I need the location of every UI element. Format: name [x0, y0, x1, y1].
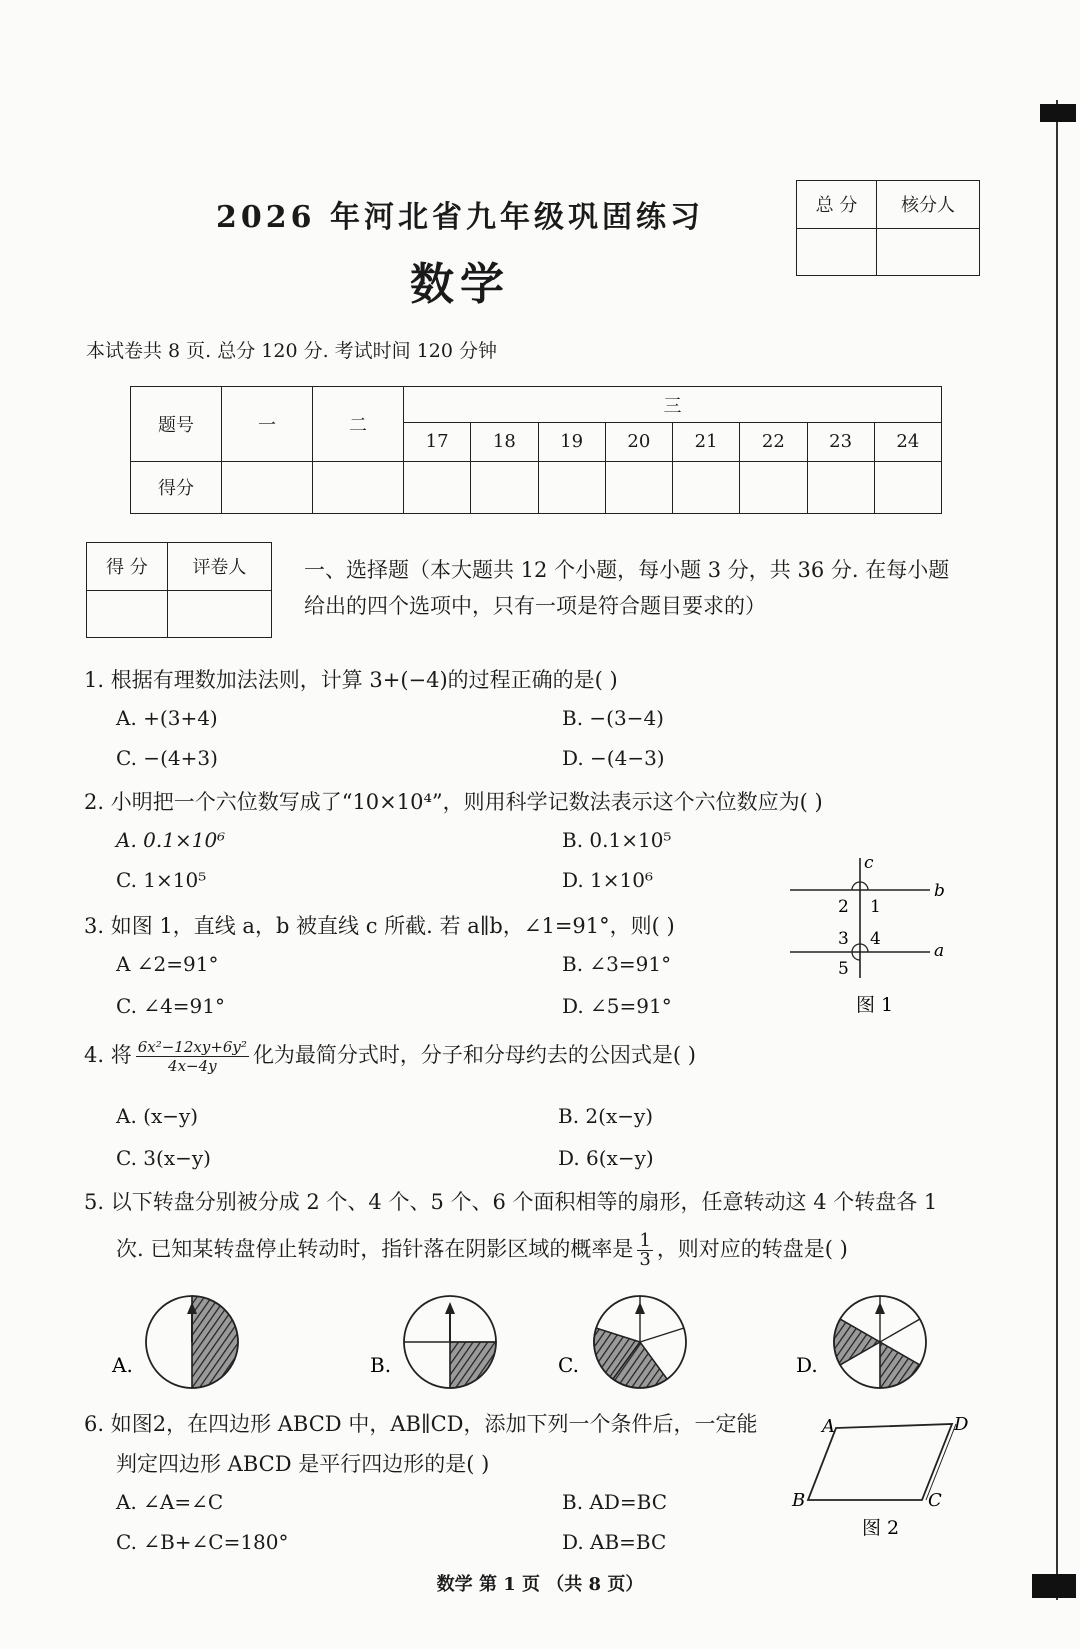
fig1-angle-5: 5: [838, 959, 849, 979]
q1-stem: 1. 根据有理数加法法则，计算 3+(−4)的过程正确的是( ): [84, 668, 618, 692]
right-edge-rule: [1056, 100, 1058, 1600]
total-score-cell[interactable]: [797, 228, 877, 276]
fig1-angle-1: 1: [870, 897, 881, 917]
q1-option-d[interactable]: D. −(4−3): [562, 746, 665, 770]
section-3-header: 三: [404, 387, 942, 423]
fig2-label-a: A: [822, 1416, 835, 1437]
q4-option-c[interactable]: C. 3(x−y): [116, 1146, 211, 1170]
q4-denominator: 4x−4y: [168, 1057, 217, 1075]
q6-option-c[interactable]: C. ∠B+∠C=180°: [116, 1530, 289, 1554]
fig2-label-b: B: [792, 1490, 806, 1511]
q5-line2-pre: 次. 已知某转盘停止转动时，指针落在阴影区域的概率是: [116, 1237, 634, 1261]
q2-option-a[interactable]: A. 0.1×10⁶: [116, 828, 226, 852]
score-cell[interactable]: [222, 461, 313, 513]
q3-option-c[interactable]: C. ∠4=91°: [116, 994, 225, 1018]
spinner-d-label[interactable]: D.: [796, 1353, 818, 1377]
item-header: 18: [471, 423, 538, 461]
spinner-b-label[interactable]: B.: [370, 1353, 392, 1377]
item-header: 23: [807, 423, 874, 461]
q4-numerator: 6x²−12xy+6y²: [137, 1038, 247, 1056]
score-cell[interactable]: [807, 461, 874, 513]
fig1-angle-3: 3: [838, 929, 849, 949]
item-header: 22: [740, 423, 807, 461]
q1-option-c[interactable]: C. −(4+3): [116, 746, 218, 770]
fig1-label-a: a: [934, 941, 945, 961]
item-header: 19: [538, 423, 605, 461]
q2-option-d[interactable]: D. 1×10⁶: [562, 868, 653, 892]
exam-title: 2026 年河北省九年级巩固练习: [216, 200, 704, 235]
section-2-header: 二: [313, 387, 404, 462]
fig1-angle-2: 2: [838, 897, 849, 917]
q6-line2: 判定四边形 ABCD 是平行四边形的是( ): [116, 1452, 490, 1476]
fig1-label-c: c: [864, 853, 874, 873]
score-cell[interactable]: [404, 461, 471, 513]
pointer-arrow-head: [875, 1302, 885, 1314]
q5-line2: [116, 1232, 848, 1269]
checker-label: 核分人: [877, 181, 980, 229]
q4-option-b[interactable]: B. 2(x−y): [558, 1104, 654, 1128]
spinner-b[interactable]: [404, 1296, 496, 1388]
score-cell[interactable]: [471, 461, 538, 513]
q6-line1: 6. 如图2，在四边形 ABCD 中，AB∥CD，添加下列一个条件后，一定能: [84, 1412, 758, 1436]
q6-option-a[interactable]: A. ∠A=∠C: [116, 1490, 224, 1514]
q3-stem: 3. 如图 1，直线 a，b 被直线 c 所截. 若 a∥b，∠1=91°，则( ): [84, 914, 675, 938]
total-score-box: [796, 180, 980, 276]
spinner-c[interactable]: [594, 1296, 686, 1388]
grader-cell[interactable]: [167, 590, 271, 638]
side-dc-stroke: [926, 1424, 956, 1500]
exam-info: 本试卷共 8 页. 总分 120 分. 考试时间 120 分钟: [86, 340, 498, 362]
q5-fraction: [637, 1232, 652, 1269]
item-header: 20: [605, 423, 672, 461]
q3-option-d[interactable]: D. ∠5=91°: [562, 994, 672, 1018]
q6-option-d[interactable]: D. AB=BC: [562, 1530, 667, 1554]
q2-option-c[interactable]: C. 1×10⁵: [116, 868, 207, 892]
grader-box: [86, 542, 272, 638]
q4-option-a[interactable]: A. (x−y): [116, 1104, 199, 1128]
score-cell[interactable]: [605, 461, 672, 513]
score-cell[interactable]: [538, 461, 605, 513]
figure-2: [790, 1410, 980, 1540]
score-cell[interactable]: [673, 461, 740, 513]
checker-cell[interactable]: [877, 228, 980, 276]
fig1-angle-4: 4: [870, 929, 881, 949]
q1-option-a[interactable]: A. +(3+4): [116, 706, 218, 730]
q5-line1: 5. 以下转盘分别被分成 2 个、4 个、5 个、6 个面积相等的扇形，任意转动这 4 个转盘各 1: [84, 1190, 938, 1214]
section-1-header: 一: [222, 387, 313, 462]
score-row-label: 得分: [131, 461, 222, 513]
fig1-label-b: b: [934, 881, 945, 901]
q4-stem: [84, 1038, 696, 1075]
pointer-arrow-head: [445, 1302, 455, 1314]
fig2-caption: 图 2: [862, 1517, 900, 1539]
spinner-figures: [100, 1288, 1000, 1398]
q5-line2-post: ，则对应的转盘是( ): [656, 1237, 848, 1261]
section-1-heading: [304, 552, 994, 624]
spinner-a-label[interactable]: A.: [112, 1353, 133, 1377]
question-no-label: 题号: [131, 387, 222, 462]
total-score-label: 总 分: [797, 181, 877, 229]
spinner-a[interactable]: [146, 1296, 238, 1388]
subject-title: 数学: [410, 259, 510, 310]
score-cell[interactable]: [874, 461, 941, 513]
fig2-label-d: D: [954, 1414, 969, 1435]
q4-option-d[interactable]: D. 6(x−y): [558, 1146, 654, 1170]
score-table: [130, 386, 942, 514]
item-header: 24: [874, 423, 941, 461]
q5-frac-den: 3: [639, 1249, 651, 1270]
section-1-line2: 给出的四个选项中，只有一项是符合题目要求的）: [304, 594, 766, 618]
score-cell[interactable]: [313, 461, 404, 513]
scan-mark-top: [1040, 104, 1076, 122]
spinner-d[interactable]: [834, 1296, 926, 1388]
grader-score-label: 得 分: [87, 543, 168, 591]
grader-score-cell[interactable]: [87, 590, 168, 638]
section-1-line1: 一、选择题（本大题共 12 个小题，每小题 3 分，共 36 分. 在每小题: [304, 558, 950, 582]
q3-option-b[interactable]: B. ∠3=91°: [562, 952, 672, 976]
q1-option-b[interactable]: B. −(3−4): [562, 706, 664, 730]
fig1-caption: 图 1: [856, 994, 894, 1016]
q3-option-a[interactable]: A ∠2=91°: [116, 952, 219, 976]
q2-stem: 2. 小明把一个六位数写成了“10×10⁴”，则用科学记数法表示这个六位数应为( ): [84, 790, 823, 814]
angle-arc: [852, 952, 860, 960]
item-header: 21: [673, 423, 740, 461]
spinner-c-label[interactable]: C.: [558, 1353, 579, 1377]
q5-frac-num: 1: [639, 1230, 651, 1251]
pointer-arrow-head: [635, 1302, 645, 1314]
q4-fraction: [136, 1038, 249, 1075]
q6-option-b[interactable]: B. AD=BC: [562, 1490, 668, 1514]
score-cell[interactable]: [740, 461, 807, 513]
fig2-label-c: C: [928, 1490, 942, 1511]
q4-post: 化为最简分式时，分子和分母约去的公因式是( ): [252, 1043, 696, 1067]
page-footer: 数学 第 1 页 （共 8 页）: [436, 1574, 644, 1595]
figure-1: [790, 848, 950, 1018]
q4-pre: 4. 将: [84, 1043, 132, 1067]
q2-option-b[interactable]: B. 0.1×10⁵: [562, 828, 672, 852]
item-header: 17: [404, 423, 471, 461]
grader-label: 评卷人: [167, 543, 271, 591]
